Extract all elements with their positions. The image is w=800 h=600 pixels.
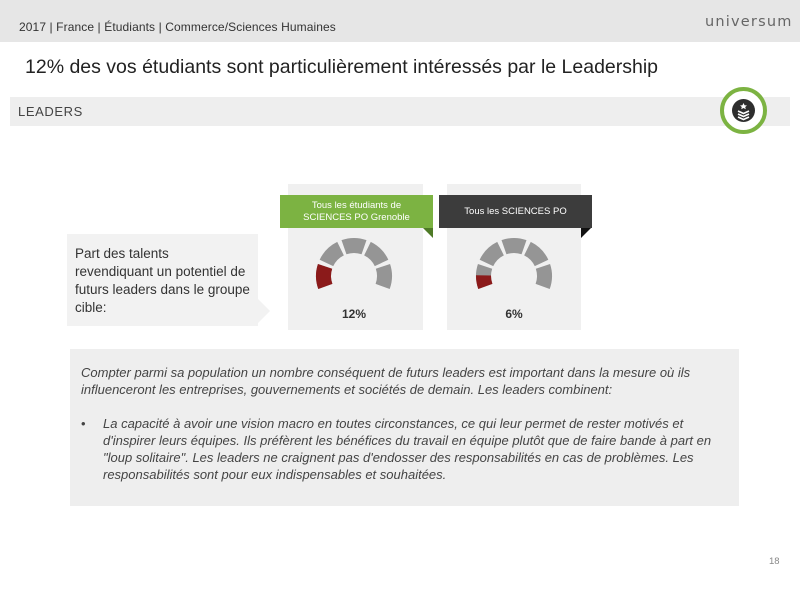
gauge-segment <box>502 238 527 254</box>
description-intro: Compter parmi sa population un nombre conséquent de futurs leaders est important dans la mesure où ils influenceront les entreprises, gouvernements et sociétés de demain. Les leaders combinent: <box>81 365 691 397</box>
gauge-sciencespo <box>472 236 556 306</box>
gauge-value-segment <box>476 275 492 289</box>
ribbon-fold-grenoble <box>423 228 433 238</box>
breadcrumb: 2017 | France | Étudiants | Commerce/Sciences Humaines <box>19 20 336 34</box>
value-label-sciencespo: 6% <box>505 307 523 321</box>
description-list <box>81 415 727 483</box>
page-number: 18 <box>769 556 780 567</box>
callout-box: Part des talents revendiquant un potentiel de futurs leaders dans le groupe cible: <box>67 234 258 326</box>
header-bar <box>0 0 800 42</box>
gauge-segment <box>364 242 388 266</box>
gauge-segment <box>524 242 548 266</box>
gauge-segment <box>536 264 552 289</box>
section-label: LEADERS <box>18 104 83 119</box>
leader-stack-icon <box>732 99 755 122</box>
gauge-value-segment <box>316 264 332 289</box>
gauge-segment <box>480 242 504 266</box>
universum-logo: universum <box>705 14 793 30</box>
callout-arrow <box>258 299 270 323</box>
section-bar <box>10 97 790 126</box>
ribbon-fold-sciencespo <box>581 228 591 238</box>
leader-badge <box>720 87 767 134</box>
gauge-segment <box>376 264 392 289</box>
page-title: 12% des vos étudiants sont particulièrement intéressés par le Leadership <box>25 56 659 78</box>
description-box <box>70 349 739 506</box>
description-bullet: • La capacité à avoir une vision macro en toutes circonstances, ce qui leur permet de rester motivés et d'inspirer leurs équipes. Ils préfèrent les bénéfices du travail en équipe plutôt que de faire bande à part en "loup solitaire". Les leaders ne craignent pas d'endosser des responsabilités en cas de problèmes. Les responsabilités sont pour eux indispensables et souhaitées. <box>103 415 727 483</box>
gauge-segment <box>320 242 344 266</box>
gauge-grenoble <box>312 236 396 306</box>
legend-sciencespo: Tous les SCIENCES PO <box>439 195 592 228</box>
gauge-segment <box>342 238 367 254</box>
value-label-grenoble: 12% <box>341 307 367 321</box>
legend-grenoble: Tous les étudiants de SCIENCES PO Grenoble <box>280 195 433 228</box>
